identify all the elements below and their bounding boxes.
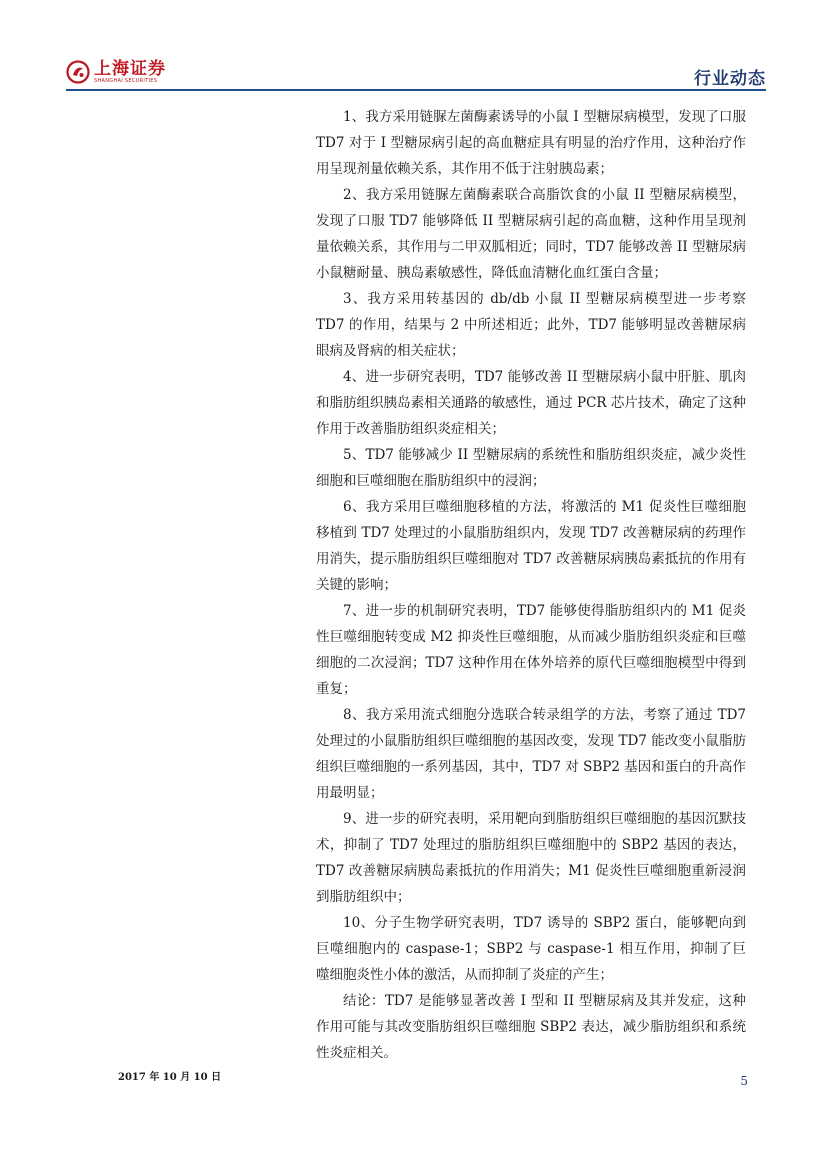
logo-subtext: SHANGHAI SECURITIES — [94, 78, 158, 84]
logo-text: 上海证券 — [94, 59, 166, 79]
paragraph-6: 6、我方采用巨噬细胞移植的方法，将激活的 M1 促炎性巨噬细胞移植到 TD7 处理过的小鼠脂肪组织内，发现 TD7 改善糖尿病的药理作用消失，提示脂肪组织巨噬细胞对 TD7 改善糖尿病胰岛素抵抗的作用有关键的影响； — [316, 499, 746, 593]
paragraph-4: 4、进一步研究表明，TD7 能够改善 II 型糖尿病小鼠中肝脏、肌肉和脂肪组织胰岛素相关通路的敏感性，通过 PCR 芯片技术，确定了这种作用于改善脂肪组织炎症相关； — [316, 369, 746, 437]
company-logo — [66, 60, 166, 84]
paragraph-9: 9、进一步的研究表明，采用靶向到脂肪组织巨噬细胞的基因沉默技术，抑制了 TD7 处理过的脂肪组织巨噬细胞中的 SBP2 基因的表达，TD7 改善糖尿病胰岛素抵抗的作用消失；M1 促炎性巨噬细胞重新浸润到脂肪组织中； — [316, 811, 746, 905]
paragraph-3: 3、我方采用转基因的 db/db 小鼠 II 型糖尿病模型进一步考察 TD7 的作用，结果与 2 中所述相近；此外，TD7 能够明显改善糖尿病眼病及肾病的相关症状； — [316, 291, 746, 359]
paragraph-8: 8、我方采用流式细胞分选联合转录组学的方法，考察了通过 TD7 处理过的小鼠脂肪组织巨噬细胞的基因改变，发现 TD7 能改变小鼠脂肪组织巨噬细胞的一系列基因，其中，TD7 对 SBP2 基因和蛋白的升高作用最明显； — [316, 707, 746, 801]
paragraph-2: 2、我方采用链脲左菌酶素联合高脂饮食的小鼠 II 型糖尿病模型，发现了口服 TD7 能够降低 II 型糖尿病引起的高血糖，这种作用呈现剂量依赖关系，其作用与二甲双胍相近；同时，TD7 能够改善 II 型糖尿病小鼠糖耐量、胰岛素敏感性，降低血清糖化血红蛋白含量； — [316, 187, 746, 281]
paragraph-10: 10、分子生物学研究表明，TD7 诱导的 SBP2 蛋白，能够靶向到巨噬细胞内的 caspase-1；SBP2 与 caspase-1 相互作用，抑制了巨噬细胞炎性小体的激活，从而抑制了炎症的产生； — [316, 915, 746, 983]
section-title: 行业动态 — [694, 69, 766, 89]
paragraph-5: 5、TD7 能够减少 II 型糖尿病的系统性和脂肪组织炎症，减少炎性细胞和巨噬细胞在脂肪组织中的浸润； — [316, 447, 746, 489]
paragraph-7: 7、进一步的机制研究表明，TD7 能够使得脂肪组织内的 M1 促炎性巨噬细胞转变成 M2 抑炎性巨噬细胞，从而减少脂肪组织炎症和巨噬细胞的二次浸润；TD7 这种作用在体外培养的原代巨噬细胞模型中得到重复； — [316, 603, 746, 697]
body-text — [316, 104, 746, 1066]
report-date: 2017 年 10 月 10 日 — [118, 1072, 222, 1083]
header-divider — [66, 89, 766, 91]
page-header — [66, 52, 766, 92]
conclusion-paragraph: 结论：TD7 是能够显著改善 I 型和 II 型糖尿病及其并发症，这种作用可能与其改变脂肪组织巨噬细胞 SBP2 表达，减少脂肪组织和系统性炎症相关。 — [316, 993, 746, 1061]
logo-emblem-icon — [66, 60, 90, 84]
page-number: 5 — [740, 1074, 748, 1088]
paragraph-1: 1、我方采用链脲左菌酶素诱导的小鼠 I 型糖尿病模型，发现了口服 TD7 对于 I 型糖尿病引起的高血糖症具有明显的治疗作用，这种治疗作用呈现剂量依赖关系，其作用不低于注射胰岛素； — [316, 109, 746, 177]
